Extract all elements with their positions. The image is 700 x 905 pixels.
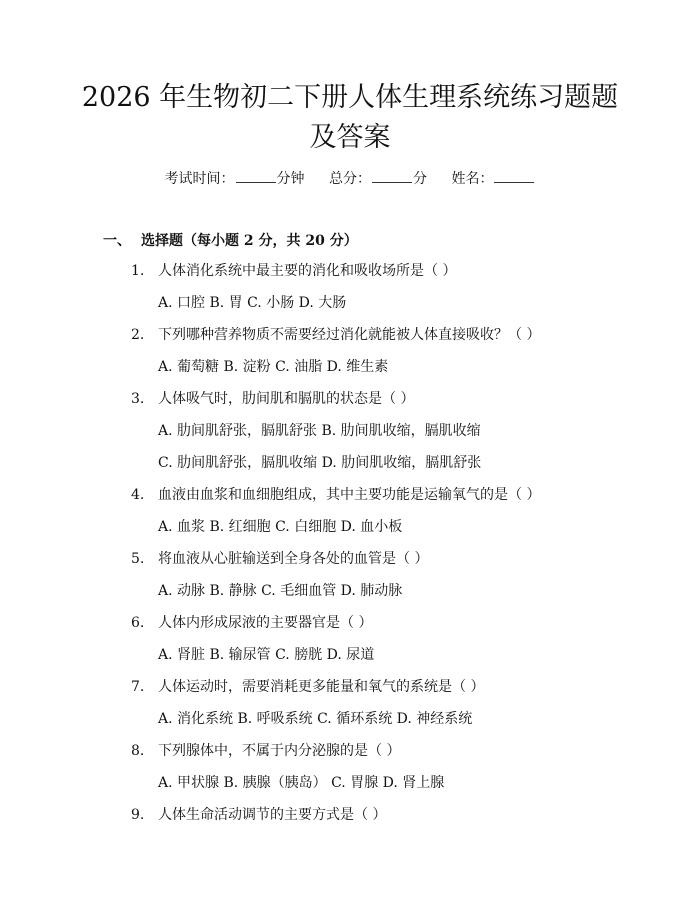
- document-title: [60, 78, 640, 158]
- exam-meta: [0, 168, 700, 189]
- answer-options: C. 肋间肌舒张，膈肌收缩 D. 肋间肌收缩，膈肌舒张: [158, 455, 482, 471]
- question-number: 2.: [131, 327, 145, 343]
- time-unit: 分钟: [276, 171, 305, 187]
- answer-options: A. 肋间肌舒张，膈肌舒张 B. 肋间肌收缩，膈肌收缩: [158, 423, 481, 439]
- question-item: [131, 389, 631, 409]
- question-number: 5.: [131, 551, 145, 567]
- question-item: [131, 549, 631, 569]
- section-heading: [103, 231, 358, 251]
- question-text: 下列哪种营养物质不需要经过消化就能被人体直接吸收？（ ）: [158, 327, 541, 343]
- time-blank: [236, 168, 276, 183]
- student-name: [451, 168, 535, 189]
- question-text: 人体消化系统中最主要的消化和吸收场所是（ ）: [158, 263, 457, 279]
- question-text: 人体吸气时，肋间肌和膈肌的状态是（ ）: [158, 391, 415, 407]
- answer-options: A. 口腔 B. 胃 C. 小肠 D. 大肠: [158, 295, 347, 311]
- answer-options: A. 血浆 B. 红细胞 C. 白细胞 D. 血小板: [158, 519, 403, 535]
- answer-options: A. 甲状腺 B. 胰腺（胰岛） C. 胃腺 D. 肾上腺: [158, 775, 445, 791]
- question-text: 血液由血浆和血细胞组成，其中主要功能是运输氧气的是（ ）: [158, 487, 541, 503]
- score-blank: [372, 168, 412, 183]
- section-number: 一、: [103, 233, 131, 249]
- question-text: 人体生命活动调节的主要方式是（ ）: [158, 807, 387, 823]
- question-number: 1.: [131, 263, 145, 279]
- name-label: 姓名：: [451, 171, 494, 187]
- question-text: 人体运动时，需要消耗更多能量和氧气的系统是（ ）: [158, 679, 485, 695]
- score-label: 总分：: [329, 171, 371, 187]
- question-text: 人体内形成尿液的主要器官是（ ）: [158, 615, 373, 631]
- title-line-2: 及答案: [309, 122, 391, 153]
- question-text: 将血液从心脏输送到全身各处的血管是（ ）: [158, 551, 429, 567]
- question-item: [131, 805, 631, 825]
- question-number: 8.: [131, 743, 145, 759]
- question-item: [131, 677, 631, 697]
- answer-options: A. 肾脏 B. 输尿管 C. 膀胱 D. 尿道: [158, 647, 375, 663]
- answer-options: A. 动脉 B. 静脉 C. 毛细血管 D. 肺动脉: [158, 583, 403, 599]
- question-text: 下列腺体中，不属于内分泌腺的是（ ）: [158, 743, 401, 759]
- score-unit: 分: [413, 171, 427, 187]
- name-blank: [494, 168, 534, 183]
- question-item: [131, 261, 631, 281]
- section-title: 选择题（每小题 2 分，共 20 分）: [141, 233, 358, 249]
- time-label: 考试时间：: [164, 171, 235, 187]
- question-number: 7.: [131, 679, 145, 695]
- question-item: [131, 325, 631, 345]
- answer-options: A. 葡萄糖 B. 淀粉 C. 油脂 D. 维生素: [158, 359, 389, 375]
- question-number: 9.: [131, 807, 145, 823]
- question-item: [131, 485, 631, 505]
- exam-time: [165, 168, 305, 189]
- title-line-1: 2026 年生物初二下册人体生理系统练习题题: [81, 82, 619, 113]
- question-item: [131, 613, 631, 633]
- question-number: 3.: [131, 391, 145, 407]
- question-number: 4.: [131, 487, 145, 503]
- question-number: 6.: [131, 615, 145, 631]
- total-score: [329, 168, 427, 189]
- question-item: [131, 741, 631, 761]
- answer-options: A. 消化系统 B. 呼吸系统 C. 循环系统 D. 神经系统: [158, 711, 473, 727]
